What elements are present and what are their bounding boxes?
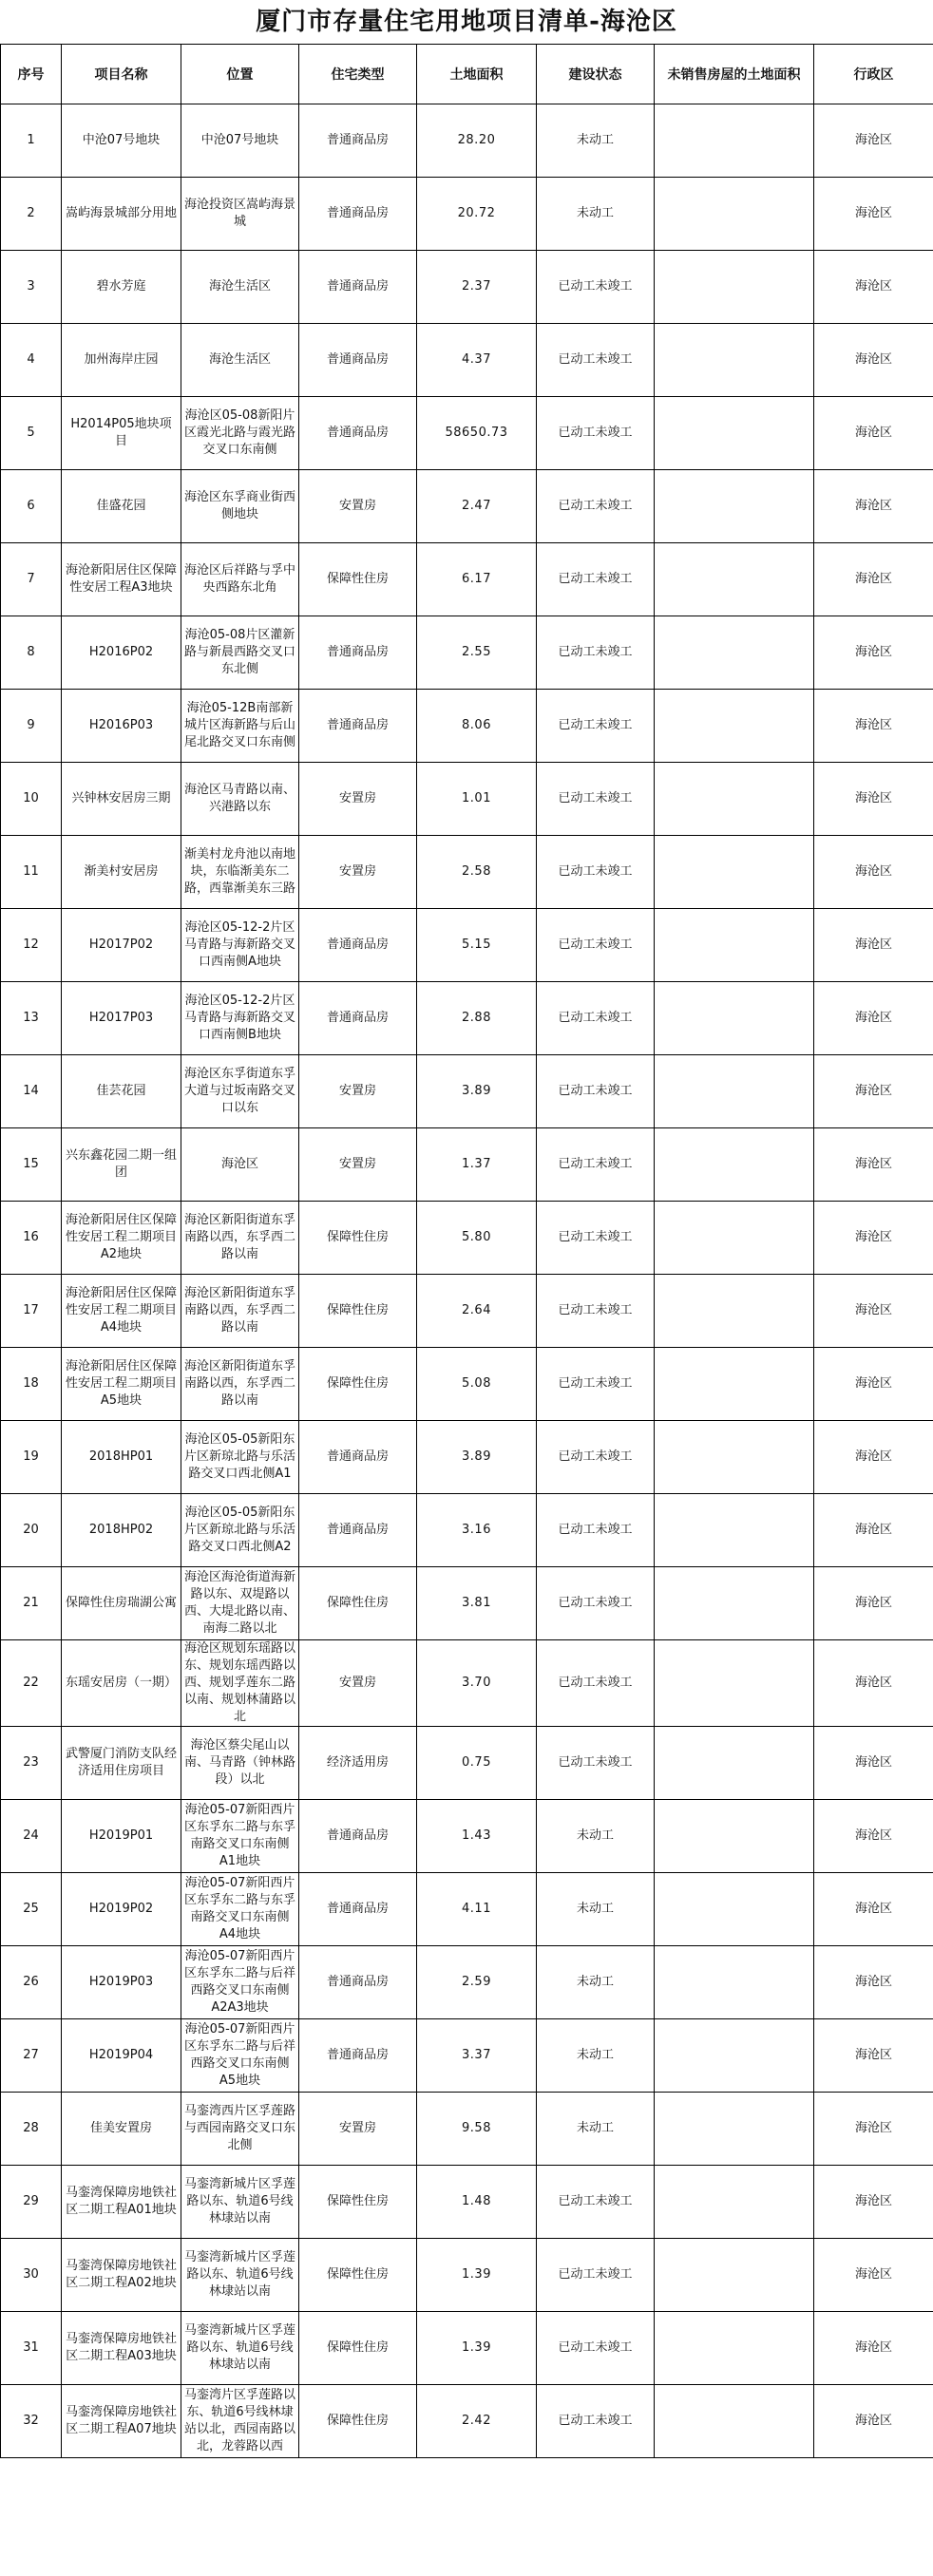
table-row — [1, 104, 933, 178]
cell-housing-type: 经济适用房 — [299, 1727, 417, 1800]
land-table — [0, 44, 933, 2458]
cell-project-name: H2019P03 — [62, 1946, 181, 2019]
cell-land-area: 2.47 — [417, 470, 537, 543]
cell-build-status: 已动工未竣工 — [537, 324, 655, 397]
cell-land-area: 2.58 — [417, 836, 537, 909]
cell-housing-type: 保障性住房 — [299, 1348, 417, 1421]
cell-no: 20 — [1, 1494, 62, 1567]
cell-project-name: H2019P04 — [62, 2019, 181, 2093]
cell-unsold-area — [655, 763, 814, 836]
cell-housing-type: 普通商品房 — [299, 251, 417, 324]
cell-build-status: 已动工未竣工 — [537, 1128, 655, 1202]
cell-land-area: 1.39 — [417, 2312, 537, 2385]
cell-no: 23 — [1, 1727, 62, 1800]
cell-land-area: 1.39 — [417, 2239, 537, 2312]
table-row — [1, 397, 933, 470]
cell-unsold-area — [655, 1640, 814, 1727]
cell-build-status: 已动工未竣工 — [537, 1640, 655, 1727]
cell-land-area: 28.20 — [417, 104, 537, 178]
cell-project-name: 2018HP02 — [62, 1494, 181, 1567]
cell-project-name: 兴钟林安居房三期 — [62, 763, 181, 836]
table-row — [1, 1873, 933, 1946]
cell-project-name: H2016P02 — [62, 616, 181, 690]
table-row — [1, 1946, 933, 2019]
cell-district: 海沧区 — [814, 1946, 933, 2019]
cell-no: 29 — [1, 2166, 62, 2239]
cell-housing-type: 普通商品房 — [299, 1946, 417, 2019]
cell-land-area: 2.88 — [417, 982, 537, 1055]
cell-no: 11 — [1, 836, 62, 909]
cell-project-name: 马銮湾保障房地铁社区二期工程A01地块 — [62, 2166, 181, 2239]
cell-build-status: 未动工 — [537, 1946, 655, 2019]
cell-no: 25 — [1, 1873, 62, 1946]
cell-district: 海沧区 — [814, 836, 933, 909]
cell-district: 海沧区 — [814, 2312, 933, 2385]
table-row — [1, 616, 933, 690]
cell-project-name: H2017P03 — [62, 982, 181, 1055]
cell-build-status: 已动工未竣工 — [537, 2166, 655, 2239]
table-row — [1, 909, 933, 982]
cell-location: 海沧05-07新阳西片区东孚东二路与后祥西路交叉口东南侧A2A3地块 — [181, 1946, 299, 2019]
table-row — [1, 2312, 933, 2385]
cell-no: 27 — [1, 2019, 62, 2093]
cell-unsold-area — [655, 836, 814, 909]
cell-location: 海沧区05-12-2片区马青路与海新路交叉口西南侧A地块 — [181, 909, 299, 982]
cell-no: 22 — [1, 1640, 62, 1727]
cell-build-status: 已动工未竣工 — [537, 1494, 655, 1567]
cell-location: 海沧区05-05新阳东片区新琼北路与乐活路交叉口西北侧A1 — [181, 1421, 299, 1494]
cell-unsold-area — [655, 1567, 814, 1640]
cell-district: 海沧区 — [814, 616, 933, 690]
cell-build-status: 未动工 — [537, 1873, 655, 1946]
cell-unsold-area — [655, 251, 814, 324]
cell-unsold-area — [655, 324, 814, 397]
table-row — [1, 1727, 933, 1800]
cell-no: 9 — [1, 690, 62, 763]
cell-district: 海沧区 — [814, 1727, 933, 1800]
cell-location: 海沧区后祥路与孚中央西路东北角 — [181, 543, 299, 616]
cell-unsold-area — [655, 616, 814, 690]
cell-no: 14 — [1, 1055, 62, 1128]
cell-location: 海沧区新阳街道东孚南路以西，东孚西二路以南 — [181, 1202, 299, 1275]
table-row — [1, 324, 933, 397]
cell-district: 海沧区 — [814, 543, 933, 616]
cell-project-name: 马銮湾保障房地铁社区二期工程A02地块 — [62, 2239, 181, 2312]
cell-district: 海沧区 — [814, 1348, 933, 1421]
cell-unsold-area — [655, 2093, 814, 2166]
cell-location: 海沧区 — [181, 1128, 299, 1202]
table-row — [1, 251, 933, 324]
cell-project-name: 马銮湾保障房地铁社区二期工程A03地块 — [62, 2312, 181, 2385]
cell-location: 海沧生活区 — [181, 251, 299, 324]
cell-housing-type: 安置房 — [299, 470, 417, 543]
cell-district: 海沧区 — [814, 251, 933, 324]
cell-no: 21 — [1, 1567, 62, 1640]
cell-no: 18 — [1, 1348, 62, 1421]
cell-no: 28 — [1, 2093, 62, 2166]
cell-housing-type: 安置房 — [299, 763, 417, 836]
cell-housing-type: 普通商品房 — [299, 1800, 417, 1873]
cell-build-status: 已动工未竣工 — [537, 397, 655, 470]
cell-district: 海沧区 — [814, 1128, 933, 1202]
col-header-status: 建设状态 — [537, 45, 655, 104]
cell-build-status: 已动工未竣工 — [537, 2239, 655, 2312]
cell-housing-type: 普通商品房 — [299, 616, 417, 690]
cell-unsold-area — [655, 1055, 814, 1128]
cell-no: 26 — [1, 1946, 62, 2019]
cell-project-name: H2016P03 — [62, 690, 181, 763]
col-header-area: 土地面积 — [417, 45, 537, 104]
cell-housing-type: 保障性住房 — [299, 543, 417, 616]
cell-unsold-area — [655, 1348, 814, 1421]
cell-unsold-area — [655, 982, 814, 1055]
table-row — [1, 2166, 933, 2239]
cell-land-area: 1.48 — [417, 2166, 537, 2239]
cell-location: 海沧区规划东瑶路以东、规划东瑶西路以西、规划孚莲东二路以南、规划林蒲路以北 — [181, 1640, 299, 1727]
cell-district: 海沧区 — [814, 1873, 933, 1946]
cell-location: 海沧区05-12-2片区马青路与海新路交叉口西南侧B地块 — [181, 982, 299, 1055]
cell-location: 海沧区东孚商业街西侧地块 — [181, 470, 299, 543]
cell-no: 24 — [1, 1800, 62, 1873]
cell-housing-type: 安置房 — [299, 1055, 417, 1128]
cell-district: 海沧区 — [814, 982, 933, 1055]
table-row — [1, 1640, 933, 1727]
cell-land-area: 3.89 — [417, 1421, 537, 1494]
table-row — [1, 1275, 933, 1348]
cell-unsold-area — [655, 2385, 814, 2458]
table-row — [1, 178, 933, 251]
cell-housing-type: 保障性住房 — [299, 2385, 417, 2458]
cell-land-area: 5.15 — [417, 909, 537, 982]
cell-land-area: 3.37 — [417, 2019, 537, 2093]
cell-unsold-area — [655, 1421, 814, 1494]
cell-project-name: H2017P02 — [62, 909, 181, 982]
cell-unsold-area — [655, 1800, 814, 1873]
cell-build-status: 未动工 — [537, 2019, 655, 2093]
cell-location: 海沧05-12B南部新城片区海新路与后山尾北路交叉口东南侧 — [181, 690, 299, 763]
cell-district: 海沧区 — [814, 324, 933, 397]
cell-district: 海沧区 — [814, 763, 933, 836]
table-row — [1, 836, 933, 909]
cell-location: 马銮湾片区孚莲路以东、轨道6号线林埭站以北，西园南路以北，龙蓉路以西 — [181, 2385, 299, 2458]
cell-location: 海沧05-07新阳西片区东孚东二路与东孚南路交叉口东南侧A1地块 — [181, 1800, 299, 1873]
cell-housing-type: 普通商品房 — [299, 324, 417, 397]
cell-housing-type: 安置房 — [299, 2093, 417, 2166]
cell-no: 19 — [1, 1421, 62, 1494]
cell-no: 2 — [1, 178, 62, 251]
cell-land-area: 3.16 — [417, 1494, 537, 1567]
cell-build-status: 已动工未竣工 — [537, 2312, 655, 2385]
cell-land-area: 5.80 — [417, 1202, 537, 1275]
cell-build-status: 已动工未竣工 — [537, 1727, 655, 1800]
cell-build-status: 未动工 — [537, 104, 655, 178]
cell-location: 海沧区新阳街道东孚南路以西，东孚西二路以南 — [181, 1275, 299, 1348]
cell-build-status: 已动工未竣工 — [537, 1275, 655, 1348]
cell-build-status: 未动工 — [537, 2093, 655, 2166]
table-row — [1, 2093, 933, 2166]
cell-project-name: 海沧新阳居住区保障性安居工程二期项目A2地块 — [62, 1202, 181, 1275]
cell-land-area: 2.64 — [417, 1275, 537, 1348]
cell-land-area: 0.75 — [417, 1727, 537, 1800]
cell-unsold-area — [655, 2312, 814, 2385]
cell-district: 海沧区 — [814, 1055, 933, 1128]
cell-district: 海沧区 — [814, 2166, 933, 2239]
cell-district: 海沧区 — [814, 1494, 933, 1567]
cell-land-area: 8.06 — [417, 690, 537, 763]
cell-land-area: 2.55 — [417, 616, 537, 690]
cell-unsold-area — [655, 1128, 814, 1202]
cell-build-status: 已动工未竣工 — [537, 909, 655, 982]
cell-project-name: 佳美安置房 — [62, 2093, 181, 2166]
cell-location: 海沧区05-08新阳片区霞光北路与霞光路交叉口东南侧 — [181, 397, 299, 470]
cell-location: 海沧05-07新阳西片区东孚东二路与东孚南路交叉口东南侧A4地块 — [181, 1873, 299, 1946]
cell-housing-type: 保障性住房 — [299, 2166, 417, 2239]
cell-project-name: 兴东鑫花园二期一组团 — [62, 1128, 181, 1202]
cell-location: 海沧05-08片区灌新路与新晨西路交叉口东北侧 — [181, 616, 299, 690]
cell-housing-type: 普通商品房 — [299, 2019, 417, 2093]
cell-no: 30 — [1, 2239, 62, 2312]
table-row — [1, 2385, 933, 2458]
cell-build-status: 已动工未竣工 — [537, 2385, 655, 2458]
col-header-unsold-area: 未销售房屋的土地面积 — [655, 45, 814, 104]
table-row — [1, 1348, 933, 1421]
cell-district: 海沧区 — [814, 178, 933, 251]
cell-no: 12 — [1, 909, 62, 982]
cell-project-name: 东瑶安居房（一期） — [62, 1640, 181, 1727]
cell-district: 海沧区 — [814, 2239, 933, 2312]
cell-district: 海沧区 — [814, 397, 933, 470]
cell-housing-type: 普通商品房 — [299, 397, 417, 470]
cell-district: 海沧区 — [814, 1567, 933, 1640]
cell-land-area: 1.37 — [417, 1128, 537, 1202]
cell-district: 海沧区 — [814, 2385, 933, 2458]
cell-build-status: 已动工未竣工 — [537, 1348, 655, 1421]
cell-housing-type: 安置房 — [299, 1128, 417, 1202]
cell-location: 海沧05-07新阳西片区东孚东二路与后祥西路交叉口东南侧A5地块 — [181, 2019, 299, 2093]
cell-project-name: 2018HP01 — [62, 1421, 181, 1494]
cell-district: 海沧区 — [814, 1421, 933, 1494]
cell-project-name: 佳芸花园 — [62, 1055, 181, 1128]
table-row — [1, 1494, 933, 1567]
cell-unsold-area — [655, 470, 814, 543]
cell-land-area: 2.59 — [417, 1946, 537, 2019]
cell-housing-type: 普通商品房 — [299, 104, 417, 178]
cell-district: 海沧区 — [814, 1640, 933, 1727]
cell-build-status: 已动工未竣工 — [537, 470, 655, 543]
col-header-type: 住宅类型 — [299, 45, 417, 104]
cell-location: 渐美村龙舟池以南地块，东临渐美东二路，西靠渐美东三路 — [181, 836, 299, 909]
cell-unsold-area — [655, 397, 814, 470]
cell-district: 海沧区 — [814, 1202, 933, 1275]
cell-housing-type: 普通商品房 — [299, 909, 417, 982]
table-row — [1, 2239, 933, 2312]
cell-no: 8 — [1, 616, 62, 690]
page-title: 厦门市存量住宅用地项目清单-海沧区 — [256, 8, 677, 36]
cell-project-name: 保障性住房瑞湖公寓 — [62, 1567, 181, 1640]
cell-district: 海沧区 — [814, 1800, 933, 1873]
cell-location: 海沧投资区嵩屿海景城 — [181, 178, 299, 251]
cell-unsold-area — [655, 1727, 814, 1800]
table-row — [1, 1567, 933, 1640]
cell-location: 中沧07号地块 — [181, 104, 299, 178]
cell-project-name: H2014P05地块项目 — [62, 397, 181, 470]
cell-housing-type: 普通商品房 — [299, 982, 417, 1055]
cell-location: 海沧区05-05新阳东片区新琼北路与乐活路交叉口西北侧A2 — [181, 1494, 299, 1567]
cell-housing-type: 保障性住房 — [299, 1567, 417, 1640]
table-row — [1, 1800, 933, 1873]
cell-project-name: 加州海岸庄园 — [62, 324, 181, 397]
cell-project-name: 海沧新阳居住区保障性安居工程二期项目A4地块 — [62, 1275, 181, 1348]
cell-build-status: 未动工 — [537, 1800, 655, 1873]
cell-district: 海沧区 — [814, 2019, 933, 2093]
cell-housing-type: 普通商品房 — [299, 1421, 417, 1494]
col-header-no: 序号 — [1, 45, 62, 104]
cell-land-area: 3.89 — [417, 1055, 537, 1128]
cell-housing-type: 普通商品房 — [299, 1494, 417, 1567]
cell-project-name: 碧水芳庭 — [62, 251, 181, 324]
cell-no: 5 — [1, 397, 62, 470]
cell-unsold-area — [655, 1873, 814, 1946]
cell-location: 马銮湾西片区孚莲路与西园南路交叉口东北侧 — [181, 2093, 299, 2166]
cell-location: 海沧区马青路以南、兴港路以东 — [181, 763, 299, 836]
cell-housing-type: 普通商品房 — [299, 178, 417, 251]
cell-location: 海沧区海沧街道海新路以东、双堤路以西、大堤北路以南、南海二路以北 — [181, 1567, 299, 1640]
table-row — [1, 1421, 933, 1494]
cell-project-name: 佳盛花园 — [62, 470, 181, 543]
cell-no: 7 — [1, 543, 62, 616]
cell-build-status: 已动工未竣工 — [537, 1055, 655, 1128]
cell-housing-type: 保障性住房 — [299, 1275, 417, 1348]
cell-location: 海沧生活区 — [181, 324, 299, 397]
table-row — [1, 470, 933, 543]
table-row — [1, 982, 933, 1055]
cell-no: 3 — [1, 251, 62, 324]
cell-build-status: 已动工未竣工 — [537, 1567, 655, 1640]
cell-land-area: 2.37 — [417, 251, 537, 324]
cell-project-name: 马銮湾保障房地铁社区二期工程A07地块 — [62, 2385, 181, 2458]
cell-project-name: 渐美村安居房 — [62, 836, 181, 909]
cell-project-name: 海沧新阳居住区保障性安居工程A3地块 — [62, 543, 181, 616]
cell-district: 海沧区 — [814, 470, 933, 543]
header-row — [1, 45, 933, 104]
cell-location: 马銮湾新城片区孚莲路以东、轨道6号线林埭站以南 — [181, 2239, 299, 2312]
cell-unsold-area — [655, 2239, 814, 2312]
cell-build-status: 已动工未竣工 — [537, 836, 655, 909]
table-row — [1, 1055, 933, 1128]
cell-unsold-area — [655, 2019, 814, 2093]
cell-unsold-area — [655, 1202, 814, 1275]
cell-housing-type: 保障性住房 — [299, 1202, 417, 1275]
table-row — [1, 763, 933, 836]
cell-land-area: 6.17 — [417, 543, 537, 616]
cell-project-name: 海沧新阳居住区保障性安居工程二期项目A5地块 — [62, 1348, 181, 1421]
cell-district: 海沧区 — [814, 690, 933, 763]
cell-build-status: 已动工未竣工 — [537, 1202, 655, 1275]
cell-location: 海沧区蔡尖尾山以南、马青路（钟林路段）以北 — [181, 1727, 299, 1800]
cell-build-status: 已动工未竣工 — [537, 543, 655, 616]
table-row — [1, 543, 933, 616]
cell-land-area: 5.08 — [417, 1348, 537, 1421]
cell-location: 马銮湾新城片区孚莲路以东、轨道6号线林埭站以南 — [181, 2166, 299, 2239]
cell-location: 海沧区东孚街道东孚大道与过坂南路交叉口以东 — [181, 1055, 299, 1128]
table-row — [1, 1128, 933, 1202]
cell-location: 马銮湾新城片区孚莲路以东、轨道6号线林埭站以南 — [181, 2312, 299, 2385]
cell-no: 32 — [1, 2385, 62, 2458]
cell-no: 17 — [1, 1275, 62, 1348]
table-row — [1, 2019, 933, 2093]
cell-land-area: 3.81 — [417, 1567, 537, 1640]
cell-unsold-area — [655, 178, 814, 251]
cell-build-status: 已动工未竣工 — [537, 982, 655, 1055]
cell-land-area: 3.70 — [417, 1640, 537, 1727]
cell-housing-type: 安置房 — [299, 836, 417, 909]
cell-unsold-area — [655, 1946, 814, 2019]
cell-unsold-area — [655, 1275, 814, 1348]
cell-no: 10 — [1, 763, 62, 836]
cell-land-area: 20.72 — [417, 178, 537, 251]
cell-no: 13 — [1, 982, 62, 1055]
cell-unsold-area — [655, 1494, 814, 1567]
col-header-district: 行政区 — [814, 45, 933, 104]
cell-build-status: 已动工未竣工 — [537, 616, 655, 690]
cell-unsold-area — [655, 543, 814, 616]
cell-unsold-area — [655, 2166, 814, 2239]
cell-land-area: 1.43 — [417, 1800, 537, 1873]
cell-land-area: 1.01 — [417, 763, 537, 836]
cell-unsold-area — [655, 909, 814, 982]
cell-housing-type: 保障性住房 — [299, 2239, 417, 2312]
cell-district: 海沧区 — [814, 104, 933, 178]
cell-no: 4 — [1, 324, 62, 397]
cell-housing-type: 保障性住房 — [299, 2312, 417, 2385]
cell-project-name: H2019P01 — [62, 1800, 181, 1873]
cell-location: 海沧区新阳街道东孚南路以西，东孚西二路以南 — [181, 1348, 299, 1421]
cell-unsold-area — [655, 690, 814, 763]
table-row — [1, 690, 933, 763]
cell-land-area: 4.11 — [417, 1873, 537, 1946]
cell-housing-type: 普通商品房 — [299, 690, 417, 763]
cell-no: 6 — [1, 470, 62, 543]
cell-build-status: 未动工 — [537, 178, 655, 251]
cell-district: 海沧区 — [814, 1275, 933, 1348]
cell-land-area: 9.58 — [417, 2093, 537, 2166]
table-row — [1, 1202, 933, 1275]
cell-build-status: 已动工未竣工 — [537, 1421, 655, 1494]
cell-project-name: H2019P02 — [62, 1873, 181, 1946]
cell-housing-type: 普通商品房 — [299, 1873, 417, 1946]
cell-project-name: 武警厦门消防支队经济适用住房项目 — [62, 1727, 181, 1800]
col-header-location: 位置 — [181, 45, 299, 104]
cell-land-area: 58650.73 — [417, 397, 537, 470]
cell-no: 16 — [1, 1202, 62, 1275]
col-header-name: 项目名称 — [62, 45, 181, 104]
cell-district: 海沧区 — [814, 909, 933, 982]
cell-housing-type: 安置房 — [299, 1640, 417, 1727]
cell-project-name: 中沧07号地块 — [62, 104, 181, 178]
cell-no: 15 — [1, 1128, 62, 1202]
cell-build-status: 已动工未竣工 — [537, 251, 655, 324]
cell-district: 海沧区 — [814, 2093, 933, 2166]
cell-no: 1 — [1, 104, 62, 178]
cell-build-status: 已动工未竣工 — [537, 690, 655, 763]
cell-no: 31 — [1, 2312, 62, 2385]
cell-project-name: 嵩屿海景城部分用地 — [62, 178, 181, 251]
cell-land-area: 4.37 — [417, 324, 537, 397]
cell-land-area: 2.42 — [417, 2385, 537, 2458]
cell-build-status: 已动工未竣工 — [537, 763, 655, 836]
cell-unsold-area — [655, 104, 814, 178]
